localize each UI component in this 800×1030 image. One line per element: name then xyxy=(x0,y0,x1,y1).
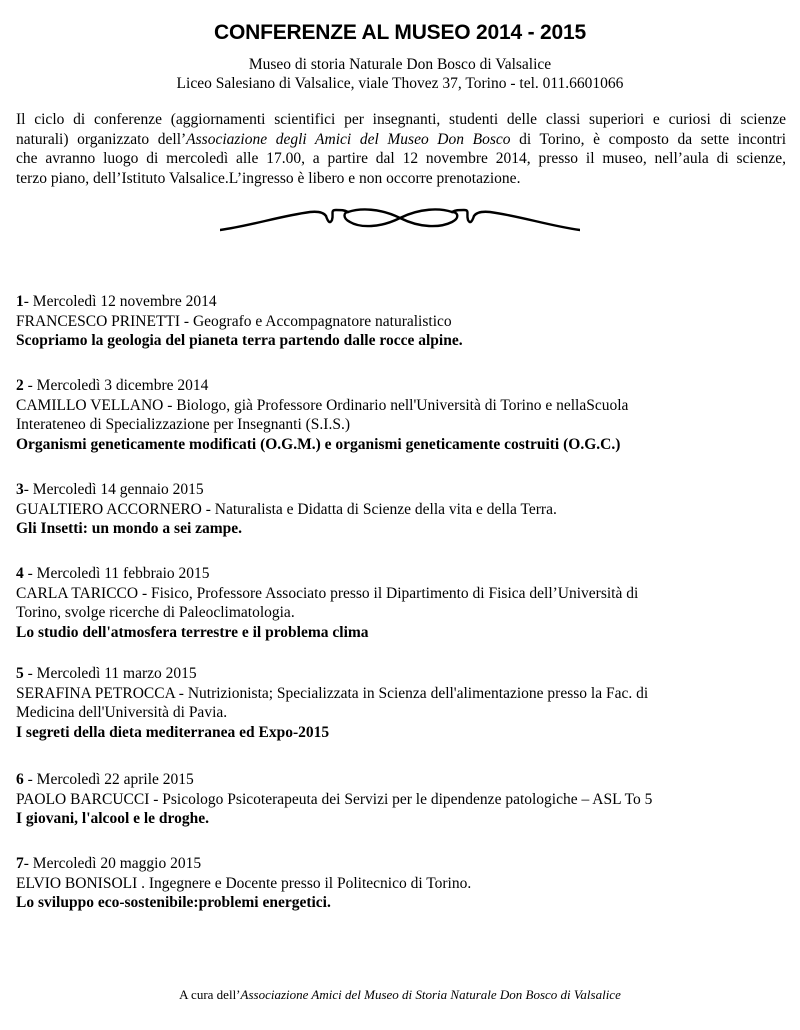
conference-date: Mercoledì 20 maggio 2015 xyxy=(32,855,202,872)
footer-prefix: A cura dell’ xyxy=(179,987,241,1002)
conference-date-line xyxy=(16,854,791,874)
conference-date: Mercoledì 14 gennaio 2015 xyxy=(32,481,204,498)
conference-entry xyxy=(16,480,791,539)
conference-number: 5 xyxy=(16,665,24,682)
conference-entry xyxy=(16,770,791,829)
speaker-info: ELVIO BONISOLI . Ingegnere e Docente presso il Politecnico di Torino. xyxy=(16,874,472,892)
intro-line xyxy=(16,130,786,150)
speaker-info: CAMILLO VELLANO - Biologo, già Professore Ordinario nell'Università di Torino e nellaScuola xyxy=(16,396,629,414)
conference-date-line xyxy=(16,292,791,312)
speaker-info: CARLA TARICCO - Fisico, Professore Associato presso il Dipartimento di Fisica dell’Università di xyxy=(16,584,639,602)
speaker-info: GUALTIERO ACCORNERO - Naturalista e Didatta di Scienze della vita e della Terra. xyxy=(16,500,557,518)
speaker-info: PAOLO BARCUCCI - Psicologo Psicoterapeuta dei Servizi per le dipendenze patologiche – ASL To 5 xyxy=(16,790,653,808)
conference-number: 4 xyxy=(16,565,24,582)
conference-date: Mercoledì 12 novembre 2014 xyxy=(32,293,217,310)
separator: - xyxy=(23,565,37,582)
flourish-divider-icon xyxy=(220,196,580,236)
conference-topic: I segreti della dieta mediterranea ed Expo-2015 xyxy=(16,723,330,741)
footer-credit xyxy=(0,987,800,1003)
conference-number: 1 xyxy=(16,293,24,310)
conference-date: Mercoledì 22 aprile 2015 xyxy=(36,771,194,788)
separator: - xyxy=(23,855,33,872)
conference-date: Mercoledì 11 marzo 2015 xyxy=(36,665,197,682)
separator: - xyxy=(23,293,33,310)
intro-text: naturali) organizzato dell’ xyxy=(16,130,187,148)
speaker-info: Interateneo di Specializzazione per Insegnanti (S.I.S.) xyxy=(16,416,350,433)
intro-line: terzo piano, dell’Istituto Valsalice.L’ingresso è libero e non occorre prenotazione. xyxy=(16,169,521,187)
conference-entry xyxy=(16,564,791,642)
conference-date-line xyxy=(16,480,791,500)
conference-topic: Lo studio dell'atmosfera terrestre e il problema clima xyxy=(16,623,369,641)
conference-entry xyxy=(16,376,791,454)
intro-paragraph xyxy=(16,110,786,188)
conference-date-line xyxy=(16,770,791,790)
conference-topic: I giovani, l'alcool e le droghe. xyxy=(16,810,210,827)
conference-topic: Lo sviluppo eco-sostenibile:problemi energetici. xyxy=(16,894,331,911)
intro-line: Il ciclo di conferenze (aggiornamenti scientifici per insegnanti, studenti delle classi superiori e curiosi di scienze xyxy=(16,111,786,128)
intro-line: che avranno luogo di mercoledì alle 17.00, a partire dal 12 novembre 2014, presso il museo, nell’aula di scienze, xyxy=(16,150,786,167)
conference-topic: Organismi geneticamente modificati (O.G.M.) e organismi geneticamente costruiti (O.G.C.) xyxy=(16,435,621,453)
intro-text: di Torino, è composto da sette incontri xyxy=(510,130,787,148)
conference-date-line xyxy=(16,564,791,584)
conference-date-line xyxy=(16,664,791,684)
conference-number: 3 xyxy=(16,481,24,498)
page-title: CONFERENZE AL MUSEO 2014 - 2015 xyxy=(214,21,586,44)
conference-entry xyxy=(16,292,791,351)
conference-entry xyxy=(16,854,791,913)
separator: - xyxy=(23,481,33,498)
conference-date-line xyxy=(16,376,791,396)
museum-address: Liceo Salesiano di Valsalice, viale Thovez 37, Torino - tel. 011.6601066 xyxy=(176,75,624,92)
conference-topic: Gli Insetti: un mondo a sei zampe. xyxy=(16,520,243,537)
conference-date: Mercoledì 11 febbraio 2015 xyxy=(36,565,210,582)
conference-number: 2 xyxy=(16,377,24,394)
conference-entry xyxy=(16,664,791,742)
association-name-italic: Associazione degli Amici del Museo Don Bosco xyxy=(186,130,511,148)
speaker-info: Torino, svolge ricerche di Paleoclimatologia. xyxy=(16,604,295,621)
speaker-info: FRANCESCO PRINETTI - Geografo e Accompagnatore naturalistico xyxy=(16,312,452,330)
footer-association: Associazione Amici del Museo di Storia Naturale Don Bosco di Valsalice xyxy=(240,987,621,1002)
separator: - xyxy=(23,377,37,394)
conference-date: Mercoledì 3 dicembre 2014 xyxy=(36,377,209,394)
conference-topic: Scopriamo la geologia del pianeta terra partendo dalle rocce alpine. xyxy=(16,332,463,349)
conference-number: 7 xyxy=(16,855,24,872)
speaker-info: SERAFINA PETROCCA - Nutrizionista; Specializzata in Scienza dell'alimentazione presso la Fac. di xyxy=(16,684,649,702)
separator: - xyxy=(23,665,37,682)
conference-number: 6 xyxy=(16,771,24,788)
museum-name: Museo di storia Naturale Don Bosco di Valsalice xyxy=(248,56,552,73)
speaker-info: Medicina dell'Università di Pavia. xyxy=(16,704,228,721)
separator: - xyxy=(23,771,37,788)
